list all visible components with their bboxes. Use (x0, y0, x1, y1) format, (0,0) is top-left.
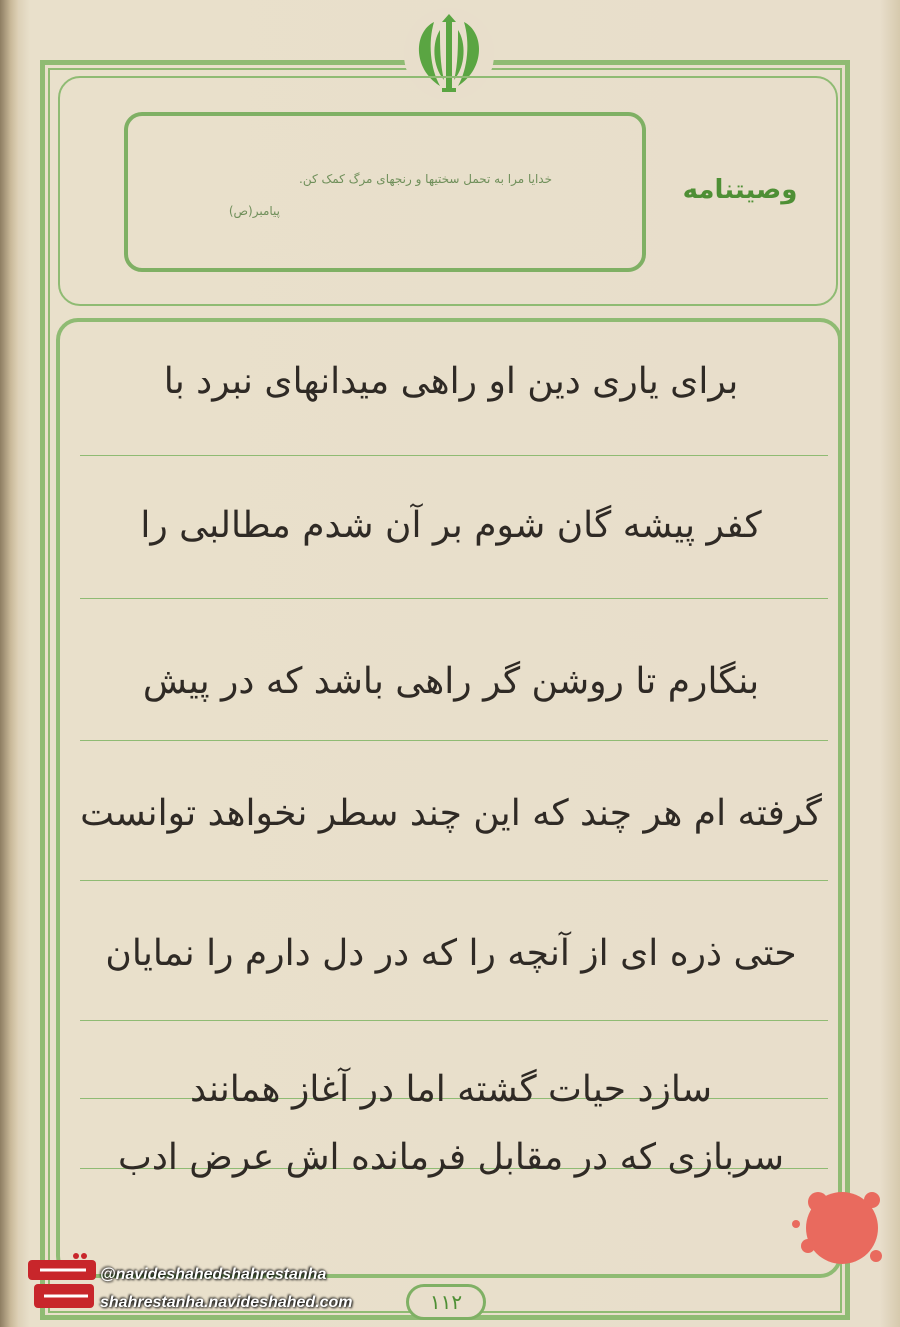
navideshahed-logo (26, 1252, 98, 1314)
page-number: ۱۱۲ (406, 1284, 486, 1320)
page-title: وصیتنامه (682, 175, 798, 205)
ruled-line (80, 455, 828, 456)
watermark-handle: @navideshahedshahrestanha (100, 1266, 327, 1283)
watermark-site: shahrestanha.navideshahed.com (100, 1294, 353, 1311)
quote-box (124, 112, 646, 272)
ruled-line (80, 880, 828, 881)
ruled-line (80, 1020, 828, 1021)
letter-line-4: گرفته ام هر چند که این چند سطر نخواهد توانست (80, 793, 822, 834)
letter-line-6: سازد حیات گشته اما در آغاز همانند (190, 1069, 712, 1110)
letter-line-5: حتی ذره ای از آنچه را که در دل دارم را نمایان (105, 933, 797, 974)
letter-line-2: کفر پیشه گان شوم بر آن شدم مطالبی را (140, 505, 762, 546)
letter-line-7: سربازی که در مقابل فرمانده اش عرض ادب (117, 1137, 785, 1178)
quote-source: پیامبر(ص) (228, 204, 280, 218)
red-ink-stain (788, 1172, 892, 1276)
book-binding (0, 0, 18, 1327)
letter-line-3: بنگارم تا روشن گر راهی باشد که در پیش (142, 661, 760, 702)
ruled-line (80, 740, 828, 741)
quote-text: خدایا مرا به تحمل سختیها و رنجهای مرگ کمک کن. (299, 172, 552, 186)
letter-line-1: برای یاری دین او راهی میدانهای نبرد با (163, 361, 739, 402)
watermark (100, 1264, 390, 1320)
ruled-line (80, 598, 828, 599)
